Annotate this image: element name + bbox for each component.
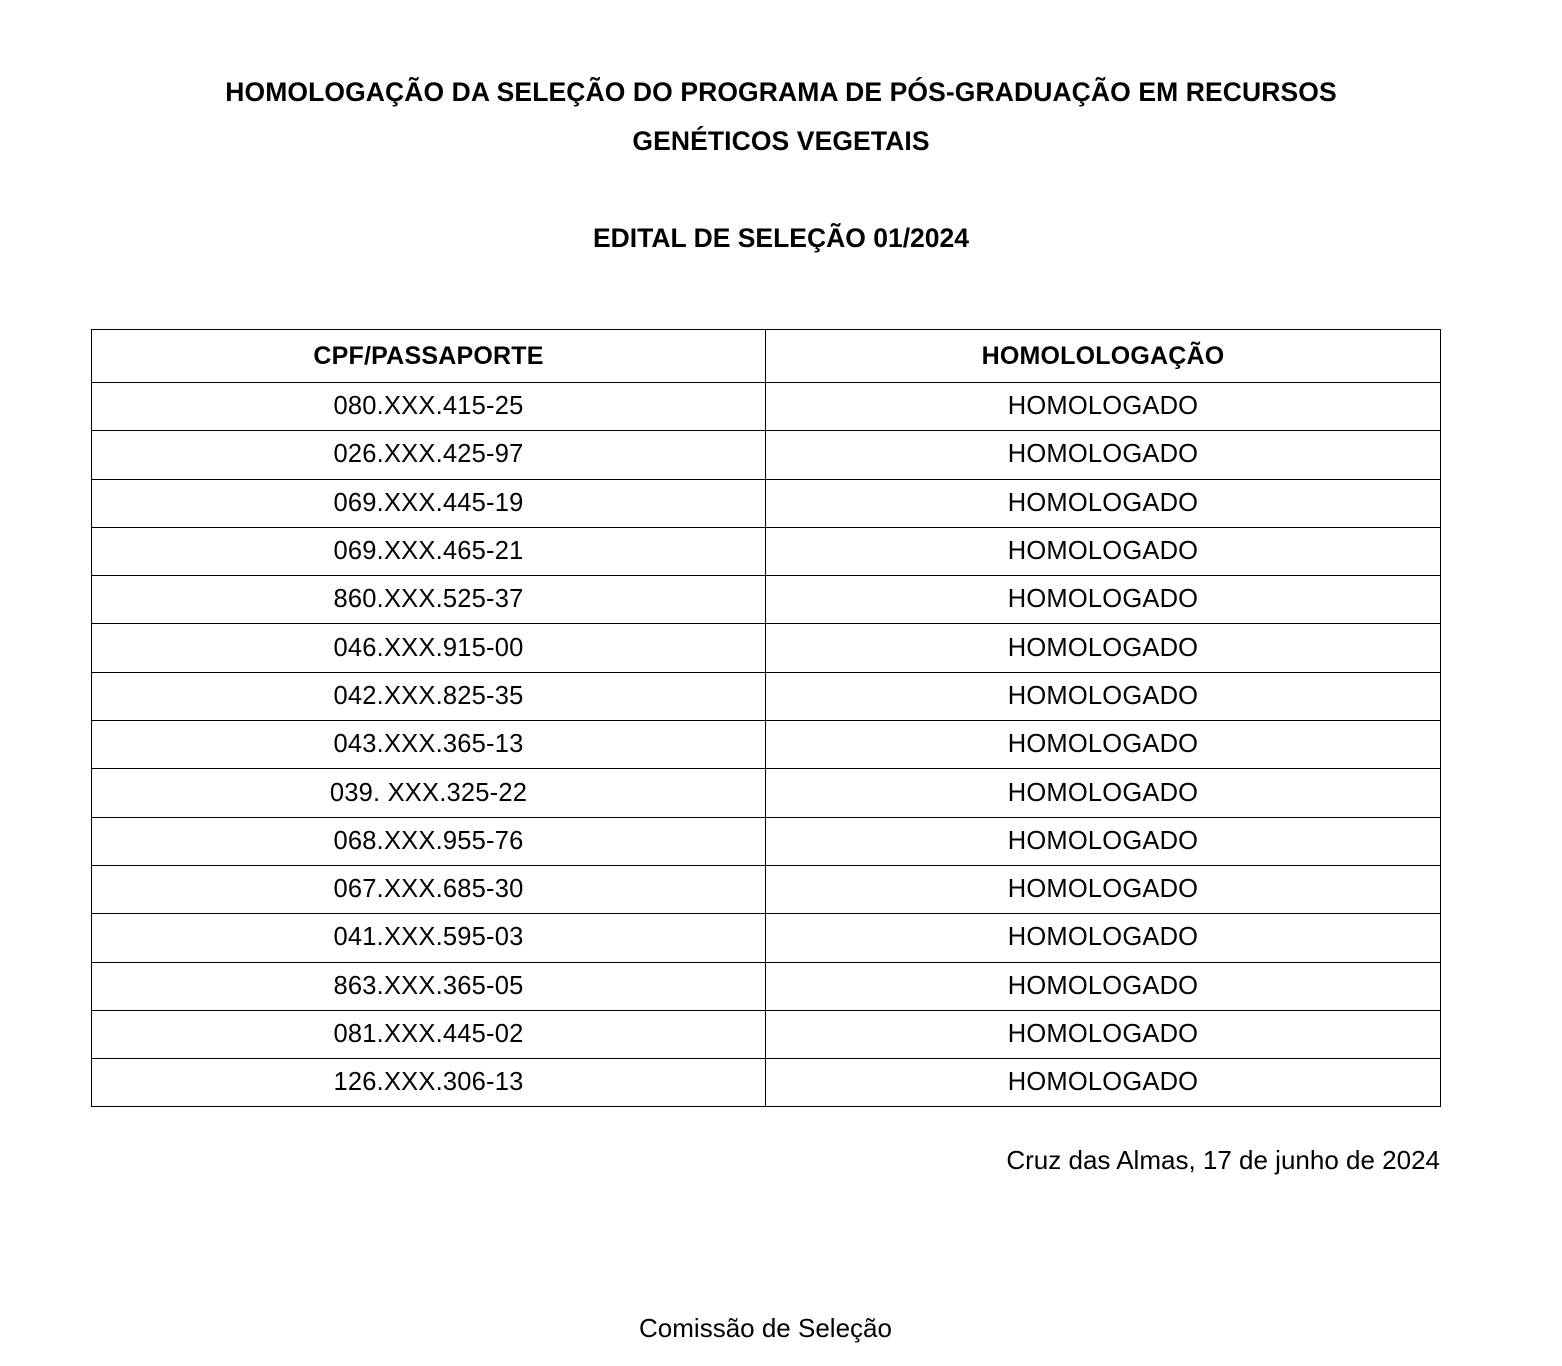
table-row (92, 527, 1441, 575)
cell-homologation-status: HOMOLOGADO (766, 576, 1441, 624)
cell-homologation-status: HOMOLOGADO (766, 962, 1441, 1010)
cell-homologation-status: HOMOLOGADO (766, 817, 1441, 865)
footer-signature: Comissão de Seleção (639, 1313, 892, 1343)
cell-cpf: 026.XXX.425-97 (92, 431, 766, 479)
table-row (92, 672, 1441, 720)
cell-homologation-status: HOMOLOGADO (766, 769, 1441, 817)
cell-cpf: 041.XXX.595-03 (92, 914, 766, 962)
cell-homologation-status: HOMOLOGADO (766, 721, 1441, 769)
table-header (92, 330, 1441, 383)
column-header-homologation: HOMOLOLOGAÇÃO (766, 330, 1441, 383)
page-subtitle: EDITAL DE SELEÇÃO 01/2024 (592, 223, 970, 253)
cell-cpf: 069.XXX.445-19 (92, 479, 766, 527)
cell-cpf: 039. XXX.325-22 (92, 769, 766, 817)
table-row (92, 383, 1441, 431)
column-header-cpf: CPF/PASSAPORTE (92, 330, 766, 383)
table-row (92, 479, 1441, 527)
cell-homologation-status: HOMOLOGADO (766, 479, 1441, 527)
table-row (92, 962, 1441, 1010)
table-row (92, 865, 1441, 913)
table-row (92, 431, 1441, 479)
cell-homologation-status: HOMOLOGADO (766, 914, 1441, 962)
cell-homologation-status: HOMOLOGADO (766, 672, 1441, 720)
cell-homologation-status: HOMOLOGADO (766, 1059, 1441, 1107)
footer-date: Cruz das Almas, 17 de junho de 2024 (1006, 1145, 1440, 1175)
cell-cpf: 860.XXX.525-37 (92, 576, 766, 624)
cell-homologation-status: HOMOLOGADO (766, 1010, 1441, 1058)
cell-homologation-status: HOMOLOGADO (766, 431, 1441, 479)
table-row (92, 1059, 1441, 1107)
cell-homologation-status: HOMOLOGADO (766, 624, 1441, 672)
homologation-table (91, 329, 1441, 1107)
document-title-block (131, 68, 1431, 263)
cell-cpf: 126.XXX.306-13 (92, 1059, 766, 1107)
cell-cpf: 068.XXX.955-76 (92, 817, 766, 865)
cell-cpf: 080.XXX.415-25 (92, 383, 766, 431)
cell-cpf: 067.XXX.685-30 (92, 865, 766, 913)
cell-homologation-status: HOMOLOGADO (766, 865, 1441, 913)
cell-homologation-status: HOMOLOGADO (766, 527, 1441, 575)
cell-cpf: 042.XXX.825-35 (92, 672, 766, 720)
cell-cpf: 043.XXX.365-13 (92, 721, 766, 769)
cell-homologation-status: HOMOLOGADO (766, 383, 1441, 431)
page-title-line-2: GENÉTICOS VEGETAIS (632, 126, 930, 156)
table-row (92, 914, 1441, 962)
table-row (92, 721, 1441, 769)
table-row (92, 624, 1441, 672)
table-header-row (92, 330, 1441, 383)
page-title-line-1: HOMOLOGAÇÃO DA SELEÇÃO DO PROGRAMA DE PÓS-GRADUAÇÃO EM RECURSOS (225, 77, 1337, 107)
table-row (92, 1010, 1441, 1058)
cell-cpf: 046.XXX.915-00 (92, 624, 766, 672)
cell-cpf: 069.XXX.465-21 (92, 527, 766, 575)
table-row (92, 769, 1441, 817)
table-body (92, 383, 1441, 1107)
cell-cpf: 863.XXX.365-05 (92, 962, 766, 1010)
table-row (92, 576, 1441, 624)
table-row (92, 817, 1441, 865)
cell-cpf: 081.XXX.445-02 (92, 1010, 766, 1058)
